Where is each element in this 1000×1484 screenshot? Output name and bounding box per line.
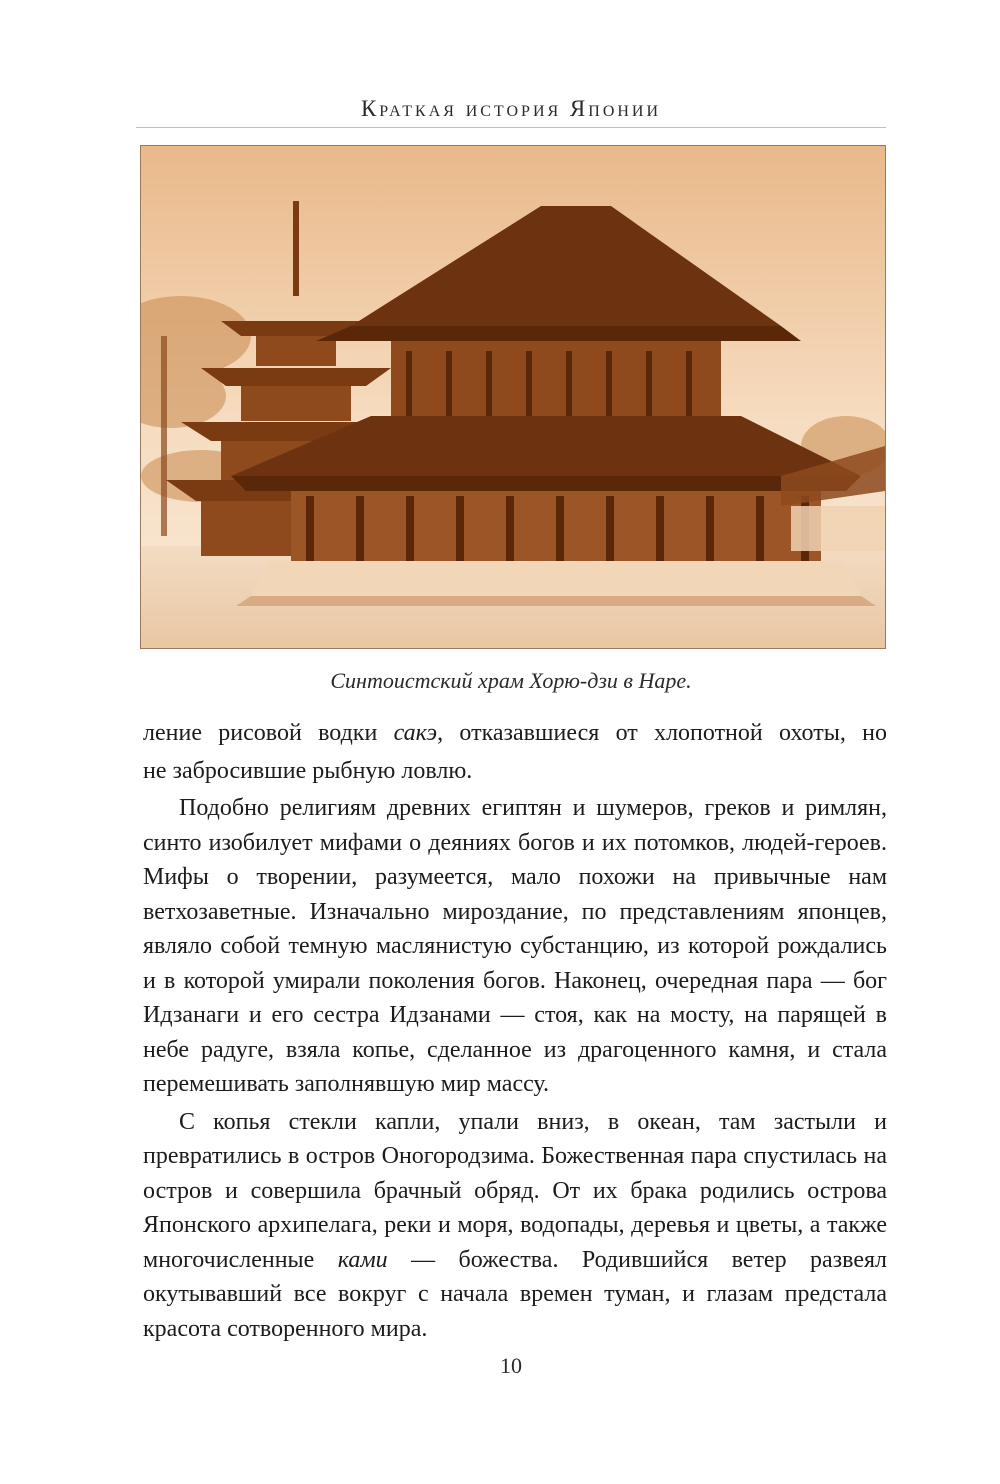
text-run: не забросившие рыбную ловлю. — [143, 757, 473, 784]
running-head-title: Краткая история Японии — [360, 96, 662, 121]
body-text — [143, 716, 887, 1346]
text-run: С копья стекли капли, упали вниз, в океан, там застыли и превратились в остров Оногородзима. Божественная пара спустилась на остров и совершила брачный обряд. От их брака родились острова Японского архипелага, реки и моря, водопады, деревья и цветы, а также многочисленные — [143, 1108, 887, 1273]
temple-photo — [140, 145, 886, 649]
paragraph: Подобно религиям древних египтян и шумеров, греков и римлян, синто изобилует мифами о деяниях богов и их потомков, людей-героев. Мифы о творении, разумеется, мало похожи на привычные нам ветхозаветные. Изначально мироздание, по представлениям японцев, являло собой темную маслянистую субстанцию, из которой рождались и в которой умирали поколения богов. Наконец, очередная пара — бог Идзанаги и его сестра Идзанами — стоя, как на мосту, на парящей в небе радуге, взяла копье, сделанное из драгоценного камня, и стала перемешивать заполнявшую мир массу. — [143, 795, 887, 1097]
page-number: 10 — [500, 1353, 522, 1378]
paragraph-continued-end — [143, 754, 887, 789]
text-run: ление рисовой водки — [143, 720, 394, 746]
text-run: — божества. Родившийся ветер развеял окутывавший все вокруг с начала времен туман, и глазам предстала красота сотворенного мира. — [143, 1246, 887, 1342]
temple-photo-image — [141, 146, 885, 648]
paragraph-continued — [143, 716, 887, 751]
emphasis-term: ками — [337, 1246, 388, 1273]
paragraph — [143, 1105, 887, 1347]
header-rule — [136, 127, 886, 128]
emphasis-term: сакэ — [393, 720, 438, 746]
text-run: , отказавшиеся от хлопотной охоты, но — [437, 720, 887, 746]
photo-caption: Синтоистский храм Хорю-дзи в Наре. — [330, 668, 692, 693]
